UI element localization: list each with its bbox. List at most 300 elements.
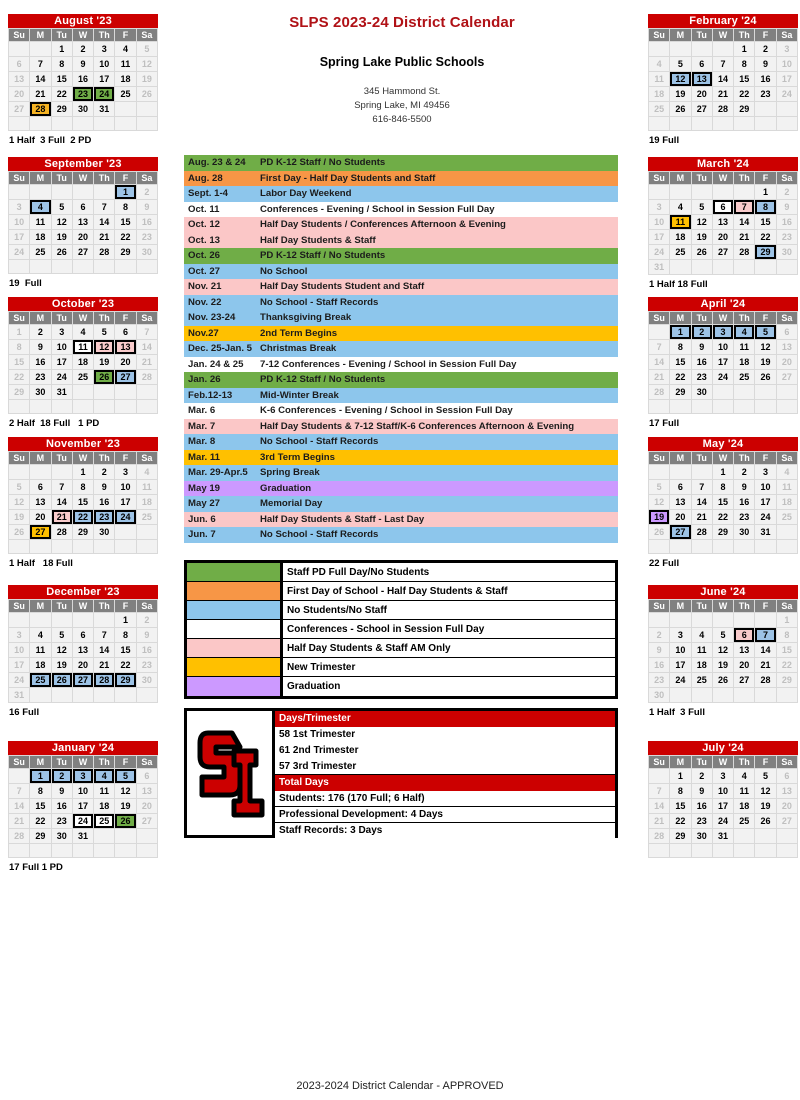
day-cell: 2 — [136, 185, 157, 200]
month-summary: 1 Half 18 Full — [649, 279, 708, 290]
day-cell: 20 — [136, 799, 157, 814]
month-table — [8, 171, 158, 274]
day-cell: 25 — [670, 245, 691, 260]
day-cell: 1 — [776, 613, 797, 628]
day-cell: 22 — [755, 230, 776, 245]
week-row — [649, 72, 798, 87]
week-row — [9, 400, 158, 414]
empty-cell — [734, 844, 755, 858]
empty-cell — [30, 465, 51, 480]
day-cell: 22 — [670, 814, 691, 829]
day-cell: 29 — [9, 385, 30, 400]
day-cell-marked: 27 — [115, 370, 136, 385]
weekday-header: Sa — [136, 29, 157, 42]
day-cell: 12 — [691, 215, 712, 230]
empty-cell — [712, 688, 733, 703]
empty-cell — [734, 540, 755, 554]
week-row — [649, 844, 798, 858]
empty-cell — [94, 829, 115, 844]
legend-swatch — [187, 677, 283, 696]
empty-cell — [691, 260, 712, 275]
day-cell: 21 — [649, 370, 670, 385]
empty-cell — [776, 525, 797, 540]
empty-cell — [94, 260, 115, 274]
event-date: Jan. 26 — [188, 374, 221, 385]
day-cell: 21 — [94, 658, 115, 673]
event-description: No School — [260, 265, 308, 277]
day-cell: 18 — [691, 658, 712, 673]
event-description: Conferences - Evening / School in Session Full Day — [260, 203, 495, 215]
month-summary: 22 Full — [649, 558, 680, 569]
event-date: Aug. 23 & 24 — [188, 157, 246, 168]
day-cell: 7 — [94, 200, 115, 215]
day-cell: 28 — [734, 245, 755, 260]
address-city: Spring Lake, MI 49456 — [354, 100, 450, 111]
week-row — [9, 784, 158, 799]
event-row — [184, 279, 618, 295]
weekday-header: Tu — [691, 29, 712, 42]
week-row — [9, 42, 158, 57]
legend-label: First Day of School - Half Day Students & Staff — [287, 586, 508, 597]
empty-cell — [649, 769, 670, 784]
event-date: May 19 — [188, 482, 220, 494]
day-cell: 13 — [776, 340, 797, 355]
day-cell: 20 — [776, 355, 797, 370]
weekday-header: F — [115, 172, 136, 185]
empty-cell — [755, 844, 776, 858]
month-july-24 — [648, 741, 798, 858]
empty-cell — [51, 844, 72, 858]
day-cell: 11 — [94, 784, 115, 799]
weekday-header: F — [115, 600, 136, 613]
weekday-header: Sa — [136, 600, 157, 613]
day-cell: 22 — [115, 658, 136, 673]
event-row — [184, 217, 618, 233]
day-cell: 27 — [9, 102, 30, 117]
weekday-header: Th — [94, 452, 115, 465]
month-table — [8, 28, 158, 131]
day-cell: 10 — [9, 643, 30, 658]
week-row — [9, 688, 158, 703]
day-cell: 20 — [776, 799, 797, 814]
day-cell: 21 — [136, 355, 157, 370]
day-cell: 18 — [649, 87, 670, 102]
week-row — [9, 643, 158, 658]
event-description: No School - Staff Records — [260, 296, 379, 308]
day-cell: 13 — [136, 784, 157, 799]
day-cell-marked: 19 — [649, 510, 670, 525]
empty-cell — [51, 185, 72, 200]
day-cell: 27 — [776, 814, 797, 829]
week-row — [649, 613, 798, 628]
day-cell-marked: 2 — [691, 325, 712, 340]
day-cell: 6 — [9, 57, 30, 72]
day-cell: 1 — [72, 465, 93, 480]
event-description: Thanksgiving Break — [260, 312, 352, 323]
event-description: First Day - Half Day Students and Staff — [260, 172, 436, 184]
day-cell-marked: 28 — [94, 673, 115, 688]
day-cell: 30 — [734, 525, 755, 540]
weekday-header: Su — [649, 600, 670, 613]
day-cell: 2 — [776, 185, 797, 200]
day-cell: 14 — [649, 799, 670, 814]
day-cell: 26 — [712, 673, 733, 688]
day-cell: 19 — [51, 230, 72, 245]
day-cell: 12 — [136, 57, 157, 72]
event-description: PD K-12 Staff / No Students — [260, 250, 386, 261]
weekday-header: Su — [9, 756, 30, 769]
day-cell-marked: 25 — [94, 814, 115, 829]
day-cell: 13 — [72, 215, 93, 230]
week-row — [9, 215, 158, 230]
day-cell: 5 — [136, 42, 157, 57]
day-cell: 9 — [72, 57, 93, 72]
empty-cell — [776, 540, 797, 554]
event-description: Graduation — [260, 482, 312, 494]
day-cell-marked: 1 — [115, 185, 136, 200]
day-cell: 17 — [776, 72, 797, 87]
day-cell: 26 — [670, 102, 691, 117]
event-description: Mid-Winter Break — [260, 389, 339, 401]
month-title: July '24 — [648, 741, 798, 755]
day-cell: 3 — [755, 465, 776, 480]
day-cell: 15 — [670, 355, 691, 370]
month-table — [648, 451, 798, 554]
day-cell: 30 — [649, 688, 670, 703]
empty-cell — [30, 260, 51, 274]
legend-swatch — [187, 639, 283, 657]
empty-cell — [712, 400, 733, 414]
day-cell: 3 — [670, 628, 691, 643]
weekday-header: Sa — [136, 452, 157, 465]
weekday-header: Su — [9, 172, 30, 185]
events-list — [184, 155, 618, 543]
day-cell-marked: 12 — [670, 72, 691, 87]
day-cell: 28 — [712, 102, 733, 117]
event-date: Oct. 27 — [188, 265, 220, 277]
day-cell: 15 — [712, 495, 733, 510]
weekday-header: W — [72, 756, 93, 769]
event-row — [184, 465, 618, 481]
trimester-header: Days/Trimester — [275, 711, 615, 727]
day-cell: 18 — [115, 72, 136, 87]
weekday-header: Tu — [51, 756, 72, 769]
day-cell: 19 — [9, 510, 30, 525]
day-cell: 5 — [712, 628, 733, 643]
day-cell: 20 — [734, 658, 755, 673]
event-row — [184, 481, 618, 497]
weekday-header: F — [755, 756, 776, 769]
day-cell: 18 — [72, 355, 93, 370]
day-cell: 15 — [51, 72, 72, 87]
empty-cell — [72, 613, 93, 628]
empty-cell — [776, 829, 797, 844]
day-cell: 2 — [734, 465, 755, 480]
day-cell: 24 — [755, 510, 776, 525]
day-cell-marked: 29 — [115, 673, 136, 688]
day-cell-marked: 26 — [115, 814, 136, 829]
event-description: Half Day Students & Staff - Last Day — [260, 513, 425, 525]
total-days-row: Students: 176 (170 Full; 6 Half) — [275, 791, 615, 807]
day-cell: 17 — [712, 799, 733, 814]
week-row — [649, 495, 798, 510]
total-days-row: Staff Records: 3 Days — [275, 823, 615, 839]
week-row — [9, 844, 158, 858]
month-table — [8, 755, 158, 858]
day-cell: 2 — [72, 42, 93, 57]
day-cell: 26 — [755, 814, 776, 829]
event-description: No School - Staff Records — [260, 529, 379, 540]
empty-cell — [691, 688, 712, 703]
empty-cell — [691, 540, 712, 554]
day-cell: 16 — [649, 658, 670, 673]
empty-cell — [670, 400, 691, 414]
day-cell: 22 — [734, 87, 755, 102]
day-cell-marked: 5 — [115, 769, 136, 784]
event-row — [184, 310, 618, 326]
event-date: Mar. 6 — [188, 405, 216, 416]
day-cell-marked: 13 — [691, 72, 712, 87]
weekday-header: F — [115, 452, 136, 465]
day-cell: 8 — [9, 340, 30, 355]
day-cell: 11 — [649, 72, 670, 87]
month-title: September '23 — [8, 157, 158, 171]
weekday-header: Su — [649, 312, 670, 325]
day-cell: 12 — [755, 784, 776, 799]
weekday-header: W — [72, 452, 93, 465]
month-summary: 17 Full 1 PD — [9, 862, 63, 873]
day-cell: 15 — [115, 215, 136, 230]
day-cell: 24 — [51, 370, 72, 385]
empty-cell — [9, 117, 30, 131]
empty-cell — [734, 385, 755, 400]
legend-swatch — [187, 620, 283, 638]
empty-cell — [136, 400, 157, 414]
week-row — [9, 230, 158, 245]
empty-cell — [755, 385, 776, 400]
day-cell: 25 — [136, 510, 157, 525]
empty-cell — [670, 844, 691, 858]
day-cell: 18 — [734, 355, 755, 370]
day-cell: 10 — [115, 480, 136, 495]
day-cell: 28 — [136, 370, 157, 385]
empty-cell — [670, 185, 691, 200]
empty-cell — [136, 385, 157, 400]
weekday-header: W — [72, 600, 93, 613]
day-cell: 25 — [30, 245, 51, 260]
day-cell: 20 — [691, 87, 712, 102]
day-cell: 30 — [691, 385, 712, 400]
month-february-24 — [648, 14, 798, 146]
legend-row — [187, 582, 615, 601]
page-footer: 2023-2024 District Calendar - APPROVED — [296, 1080, 504, 1092]
day-cell-marked: 5 — [755, 325, 776, 340]
day-cell: 14 — [9, 799, 30, 814]
day-cell: 8 — [115, 628, 136, 643]
empty-cell — [30, 844, 51, 858]
empty-cell — [94, 385, 115, 400]
month-title: January '24 — [8, 741, 158, 755]
empty-cell — [72, 385, 93, 400]
day-cell: 18 — [30, 230, 51, 245]
week-row — [9, 814, 158, 829]
event-row — [184, 496, 618, 512]
weekday-header: M — [670, 312, 691, 325]
day-cell-marked: 22 — [72, 510, 93, 525]
empty-cell — [136, 540, 157, 554]
day-cell: 23 — [776, 230, 797, 245]
day-cell: 15 — [9, 355, 30, 370]
month-title: June '24 — [648, 585, 798, 599]
day-cell: 26 — [51, 245, 72, 260]
day-cell: 15 — [755, 215, 776, 230]
month-august-23 — [8, 14, 158, 146]
day-cell: 17 — [9, 230, 30, 245]
day-cell: 12 — [649, 495, 670, 510]
day-cell: 23 — [51, 814, 72, 829]
day-cell: 20 — [72, 658, 93, 673]
empty-cell — [691, 613, 712, 628]
day-cell: 25 — [776, 510, 797, 525]
day-cell: 22 — [30, 814, 51, 829]
weekday-header: Th — [734, 312, 755, 325]
week-row — [9, 769, 158, 784]
day-cell: 21 — [712, 87, 733, 102]
day-cell: 7 — [30, 57, 51, 72]
day-cell-marked: 28 — [30, 102, 51, 117]
day-cell: 6 — [30, 480, 51, 495]
day-cell: 19 — [691, 230, 712, 245]
month-title: August '23 — [8, 14, 158, 28]
empty-cell — [649, 400, 670, 414]
weekday-header: F — [115, 312, 136, 325]
week-row — [9, 673, 158, 688]
week-row — [649, 480, 798, 495]
day-cell: 16 — [136, 215, 157, 230]
legend-label: Staff PD Full Day/No Students — [287, 567, 430, 578]
empty-cell — [670, 613, 691, 628]
day-cell: 21 — [30, 87, 51, 102]
day-cell: 28 — [51, 525, 72, 540]
day-cell: 16 — [691, 799, 712, 814]
day-cell-marked: 13 — [115, 340, 136, 355]
month-table — [8, 599, 158, 703]
month-march-24 — [648, 157, 798, 290]
day-cell: 23 — [755, 87, 776, 102]
day-cell: 15 — [30, 799, 51, 814]
day-cell: 8 — [776, 628, 797, 643]
empty-cell — [115, 400, 136, 414]
week-row — [649, 325, 798, 340]
day-cell: 7 — [712, 57, 733, 72]
day-cell-marked: 24 — [115, 510, 136, 525]
weekday-header: F — [755, 29, 776, 42]
event-row — [184, 202, 618, 218]
day-cell: 25 — [691, 673, 712, 688]
event-row — [184, 434, 618, 450]
total-days-row: Professional Development: 4 Days — [275, 807, 615, 823]
weekday-header: Th — [94, 756, 115, 769]
event-description: Memorial Day — [260, 498, 323, 509]
empty-cell — [755, 117, 776, 131]
week-row — [9, 245, 158, 260]
day-cell: 3 — [51, 325, 72, 340]
weekday-header: Th — [94, 312, 115, 325]
day-cell: 3 — [115, 465, 136, 480]
day-cell: 17 — [9, 658, 30, 673]
day-cell: 15 — [776, 643, 797, 658]
month-summary: 1 Half 3 Full — [649, 707, 705, 718]
week-row — [649, 260, 798, 275]
day-cell: 6 — [72, 628, 93, 643]
day-cell: 27 — [72, 245, 93, 260]
day-cell: 29 — [734, 102, 755, 117]
event-description: Half Day Students & 7-12 Staff/K-6 Conferences Afternoon & Evening — [260, 420, 575, 432]
week-row — [649, 57, 798, 72]
day-cell: 17 — [72, 799, 93, 814]
empty-cell — [51, 117, 72, 131]
empty-cell — [115, 102, 136, 117]
day-cell: 12 — [51, 643, 72, 658]
day-cell: 20 — [9, 87, 30, 102]
day-cell: 5 — [51, 628, 72, 643]
week-row — [9, 510, 158, 525]
month-table — [8, 311, 158, 414]
month-september-23 — [8, 157, 158, 289]
event-date: Nov. 21 — [188, 281, 222, 292]
day-cell: 10 — [712, 784, 733, 799]
day-cell: 27 — [734, 673, 755, 688]
empty-cell — [30, 42, 51, 57]
day-cell: 4 — [649, 57, 670, 72]
day-cell: 22 — [51, 87, 72, 102]
event-row — [184, 155, 618, 171]
weekday-header: M — [670, 452, 691, 465]
event-description: 3rd Term Begins — [260, 451, 335, 463]
day-cell: 11 — [691, 643, 712, 658]
month-december-23 — [8, 585, 158, 718]
weekday-header: Th — [734, 172, 755, 185]
event-description: Half Day Students & Staff — [260, 234, 376, 246]
day-cell: 25 — [734, 814, 755, 829]
day-cell-marked: 25 — [30, 673, 51, 688]
weekday-header: Th — [94, 600, 115, 613]
empty-cell — [136, 102, 157, 117]
weekday-header: Sa — [776, 452, 797, 465]
event-row — [184, 326, 618, 342]
empty-cell — [30, 540, 51, 554]
month-november-23 — [8, 437, 158, 569]
empty-cell — [72, 540, 93, 554]
month-summary: 1 Half 18 Full — [9, 558, 73, 569]
empty-cell — [670, 260, 691, 275]
week-row — [649, 465, 798, 480]
week-row — [9, 829, 158, 844]
day-cell: 15 — [734, 72, 755, 87]
day-cell: 29 — [72, 525, 93, 540]
day-cell: 1 — [9, 325, 30, 340]
day-cell: 14 — [51, 495, 72, 510]
day-cell: 25 — [72, 370, 93, 385]
day-cell-marked: 21 — [51, 510, 72, 525]
day-cell: 6 — [136, 769, 157, 784]
day-cell: 2 — [136, 613, 157, 628]
empty-cell — [51, 400, 72, 414]
day-cell: 14 — [712, 72, 733, 87]
week-row — [649, 784, 798, 799]
day-cell: 30 — [136, 673, 157, 688]
month-may-24 — [648, 437, 798, 569]
